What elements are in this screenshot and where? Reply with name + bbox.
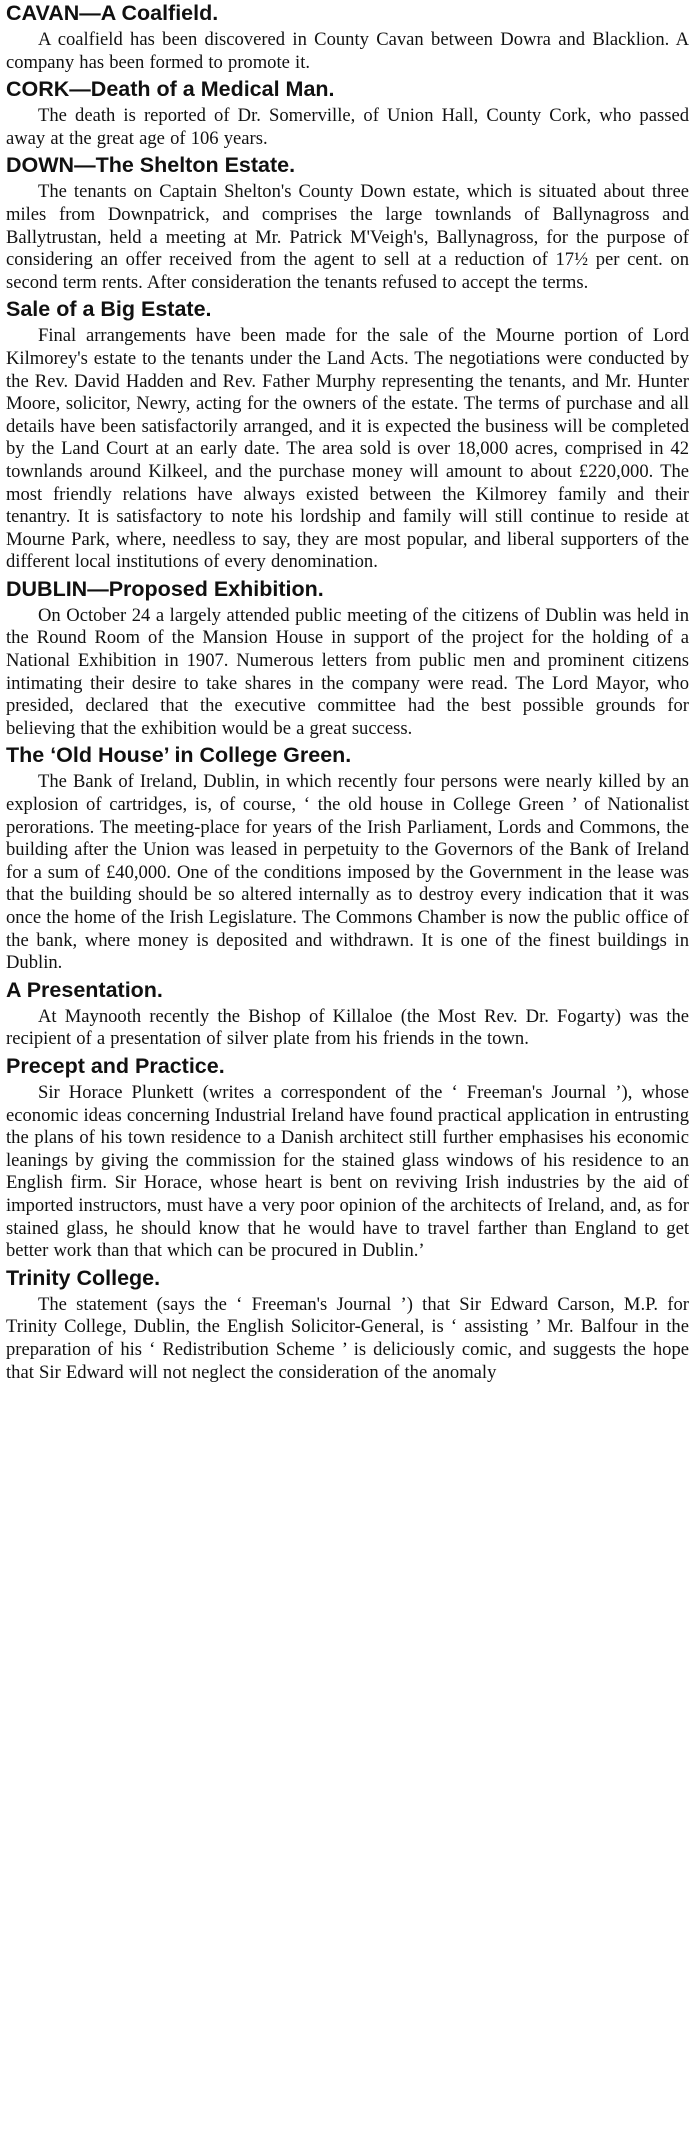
article-heading: Sale of a Big Estate. [6,297,212,322]
article-down-shelton-estate [6,152,689,294]
article-heading: CAVAN—A Coalfield. [6,1,219,25]
article-heading: DUBLIN—Proposed Exhibition. [6,576,324,601]
article-body: The tenants on Captain Shelton's County Down estate, which is situated about three miles from Downpatrick, and comprises the large townlands of Ballynagross and Ballytrustan, held a meeting at Mr. Patrick M'Veigh's, Ballynagross, for the purpose of considering an offer received from the agent to sell at a reduction of 17½ per cent. on second term rents. After consideration the tenants refused to accept the terms. [6,181,689,293]
article-trinity-college [6,1265,689,1384]
article-heading: Precept and Practice. [6,1053,225,1078]
article-cork-death [6,76,689,150]
article-old-house-college-green [6,742,689,974]
article-cavan-coalfield [6,0,689,74]
article-sale-big-estate [6,296,689,574]
article-heading: A Presentation. [6,977,163,1002]
article-heading: DOWN—The Shelton Estate. [6,153,296,178]
article-body: A coalfield has been discovered in County Cavan between Dowra and Blacklion. A company has been formed to promote it. [6,29,689,73]
article-body: The Bank of Ireland, Dublin, in which recently four persons were nearly killed by an explosion of cartridges, is, of course, ‘ the old house in College Green ’ of Nationalist perorations. The meeting-place for years of the Irish Parliament, Lords and Commons, the building after the Union was leased in perpetuity to the Governors of the Bank of Ireland for a sum of £40,000. One of the conditions imposed by the Government in the lease was that the building should be so altered internally as to destroy every indication that it was once the home of the Irish Legislature. The Commons Chamber is now the public office of the bank, where money is deposited and withdrawn. It is one of the finest buildings in Dublin. [6,771,689,974]
article-body: Final arrangements have been made for the sale of the Mourne portion of Lord Kilmorey's estate to the tenants under the Land Acts. The negotiations were conducted by the Rev. David Hadden and Rev. Father Murphy representing the tenants, and Mr. Hunter Moore, solicitor, Newry, acting for the owners of the estate. The terms of purchase and all details have been satisfactorily arranged, and it is expected the business will be completed by the Land Court at an early date. The area sold is over 18,000 acres, comprised in 42 townlands around Kilkeel, and the purchase money will amount to about £220,000. The most friendly relations have always existed between the Kilmorey family and their tenantry. It is satisfactory to note his lordship and family will still continue to reside at Mourne Park, where, needless to say, they are most popular, and liberal supporters of the different local institutions of every denomination. [6,325,689,573]
article-body: On October 24 a largely attended public meeting of the citizens of Dublin was held in the Round Room of the Mansion House in support of the project for the holding of a National Exhibition in 1907. Numerous letters from public men and prominent citizens intimating their desire to take shares in the company were read. The Lord Mayor, who presided, declared that the executive committee had the best possible grounds for believing that the exhibition would be a great success. [6,604,689,739]
article-precept-practice [6,1053,689,1263]
article-heading: CORK—Death of a Medical Man. [6,77,335,102]
article-heading: The ‘Old House’ in College Green. [6,743,352,768]
article-dublin-exhibition [6,576,689,741]
article-body: Sir Horace Plunkett (writes a correspondent of the ‘ Freeman's Journal ’), whose economic ideas concerning Industrial Ireland have found practical application in entrusting the plans of his town residence to a Danish architect still further emphasises his economic leanings by giving the commission for the stained glass windows of his residence to an English firm. Sir Horace, whose heart is bent on reviving Irish industries by the aid of imported instructors, must have a very poor opinion of the architects of Ireland, and, as for stained glass, he should know that he would have to travel farther than England to get better work than that which can be procured in Dublin.’ [6,1081,689,1262]
article-body: The death is reported of Dr. Somerville, of Union Hall, County Cork, who passed away at the great age of 106 years. [6,105,689,149]
article-body: At Maynooth recently the Bishop of Killaloe (the Most Rev. Dr. Fogarty) was the recipient of a presentation of silver plate from his friends in the town. [6,1005,689,1050]
article-body: The statement (says the ‘ Freeman's Journal ’) that Sir Edward Carson, M.P. for Trinity College, Dublin, the English Solicitor-General, is ‘ assisting ’ Mr. Balfour in the preparation of his ‘ Redistribution Scheme ’ is deliciously comic, and suggests the hope that Sir Edward will not neglect the consideration of the anomaly [6,1293,689,1383]
article-presentation [6,977,689,1051]
article-heading: Trinity College. [6,1265,161,1290]
